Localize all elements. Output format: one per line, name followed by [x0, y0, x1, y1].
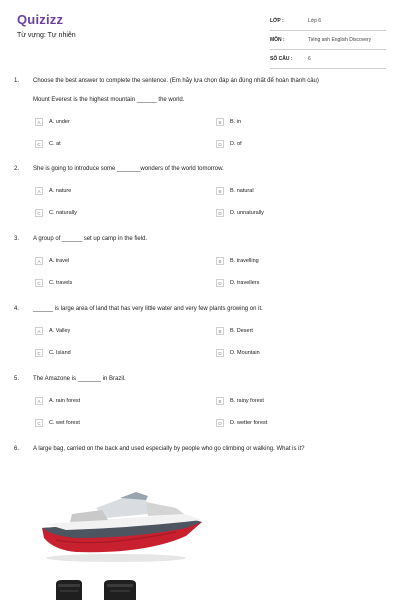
option-letter: D	[216, 419, 224, 427]
option-text: C. Island	[49, 350, 71, 356]
question-1	[14, 78, 386, 158]
option-letter: A	[35, 257, 43, 265]
option-letter: C	[35, 209, 43, 217]
question-sentence: Mount Everest is the highest mountain ______ the world.	[33, 97, 185, 103]
option-text: D. of	[230, 141, 242, 147]
boots-image	[50, 578, 160, 600]
option-b[interactable]	[216, 256, 259, 266]
option-d[interactable]	[216, 348, 260, 358]
option-c[interactable]	[35, 348, 71, 358]
option-letter: D	[216, 209, 224, 217]
option-text: B. Desert	[230, 328, 253, 334]
option-a[interactable]	[35, 186, 71, 196]
option-text: B. rainy forest	[230, 398, 264, 404]
option-text: C. travels	[49, 280, 73, 286]
option-a[interactable]	[35, 326, 70, 336]
option-letter: C	[35, 349, 43, 357]
option-a[interactable]	[35, 396, 80, 406]
question-text: She is going to introduce some _______wonders of the world tomorrow.	[33, 166, 224, 172]
meta-row-class	[270, 12, 386, 31]
option-text: A. travel	[49, 258, 70, 264]
option-letter: A	[35, 327, 43, 335]
option-d[interactable]	[216, 139, 242, 149]
worksheet-topic: Từ vựng: Tự nhiên	[17, 32, 76, 39]
speedboat-image	[36, 478, 206, 564]
question-4	[14, 306, 386, 366]
option-text: B. natural	[230, 188, 254, 194]
meta-value: Lớp 6	[308, 18, 322, 24]
option-letter: A	[35, 187, 43, 195]
question-text: A group of ______ set up camp in the field.	[33, 236, 148, 242]
option-letter: A	[35, 397, 43, 405]
option-b[interactable]	[216, 326, 253, 336]
meta-value: 6	[308, 56, 311, 62]
option-a[interactable]	[35, 256, 69, 266]
question-text: Choose the best answer to complete the sentence. (Em hãy lựa chọn đáp án đúng nhất để hoàn thành câu)	[33, 78, 319, 84]
worksheet-meta	[270, 12, 386, 69]
option-letter: C	[35, 419, 43, 427]
option-letter: C	[35, 279, 43, 287]
meta-key: LỚP :	[270, 18, 284, 24]
option-text: B. travelling	[230, 258, 259, 264]
option-text: B. in	[230, 119, 242, 125]
question-3	[14, 236, 386, 296]
meta-value: Tiếng anh English Discovery	[308, 37, 372, 43]
option-letter: B	[216, 187, 224, 195]
meta-row-subject	[270, 31, 386, 50]
option-letter: B	[216, 327, 224, 335]
option-d[interactable]	[216, 418, 267, 428]
question-number: 3.	[14, 236, 20, 242]
option-c[interactable]	[35, 418, 80, 428]
option-c[interactable]	[35, 278, 72, 288]
question-text: ______ is large area of land that has very little water and very few plants growing on it.	[33, 306, 263, 312]
option-text: A. under	[49, 119, 70, 125]
option-d[interactable]	[216, 208, 264, 218]
option-text: C. at	[49, 141, 61, 147]
option-letter: D	[216, 140, 224, 148]
option-c[interactable]	[35, 139, 61, 149]
option-text: A. rain forest	[49, 398, 81, 404]
question-text: The Amazone is _______ in Brazil.	[33, 376, 126, 382]
option-letter: A	[35, 118, 43, 126]
question-text: A large bag, carried on the back and used especially by people who go climbing or walking. What is it?	[33, 446, 305, 452]
question-number: 2.	[14, 166, 20, 172]
option-text: A. Valley	[49, 328, 71, 334]
option-letter: D	[216, 279, 224, 287]
meta-row-count	[270, 50, 386, 69]
question-number: 1.	[14, 78, 20, 84]
option-letter: D	[216, 349, 224, 357]
meta-key: SỐ CÂU :	[270, 56, 293, 62]
option-text: C. naturally	[49, 210, 77, 216]
option-d[interactable]	[216, 278, 259, 288]
question-6	[14, 446, 386, 460]
question-number: 4.	[14, 306, 20, 312]
option-text: A. nature	[49, 188, 72, 194]
question-number: 6.	[14, 446, 20, 452]
quizizz-logo: Quizizz	[17, 12, 64, 27]
meta-key: MÔN :	[270, 37, 285, 43]
question-5	[14, 376, 386, 436]
option-letter: C	[35, 140, 43, 148]
option-text: D. unnaturally	[230, 210, 264, 216]
option-b[interactable]	[216, 186, 254, 196]
question-2	[14, 166, 386, 226]
option-letter: B	[216, 257, 224, 265]
option-text: D. wetter forest	[230, 420, 268, 426]
option-a[interactable]	[35, 117, 70, 127]
option-c[interactable]	[35, 208, 77, 218]
option-text: D. Mountain	[230, 350, 260, 356]
option-text: C. wet forest	[49, 420, 80, 426]
option-b[interactable]	[216, 117, 241, 127]
question-number: 5.	[14, 376, 20, 382]
option-text: D. travellers	[230, 280, 260, 286]
option-letter: B	[216, 397, 224, 405]
option-letter: B	[216, 118, 224, 126]
option-b[interactable]	[216, 396, 264, 406]
